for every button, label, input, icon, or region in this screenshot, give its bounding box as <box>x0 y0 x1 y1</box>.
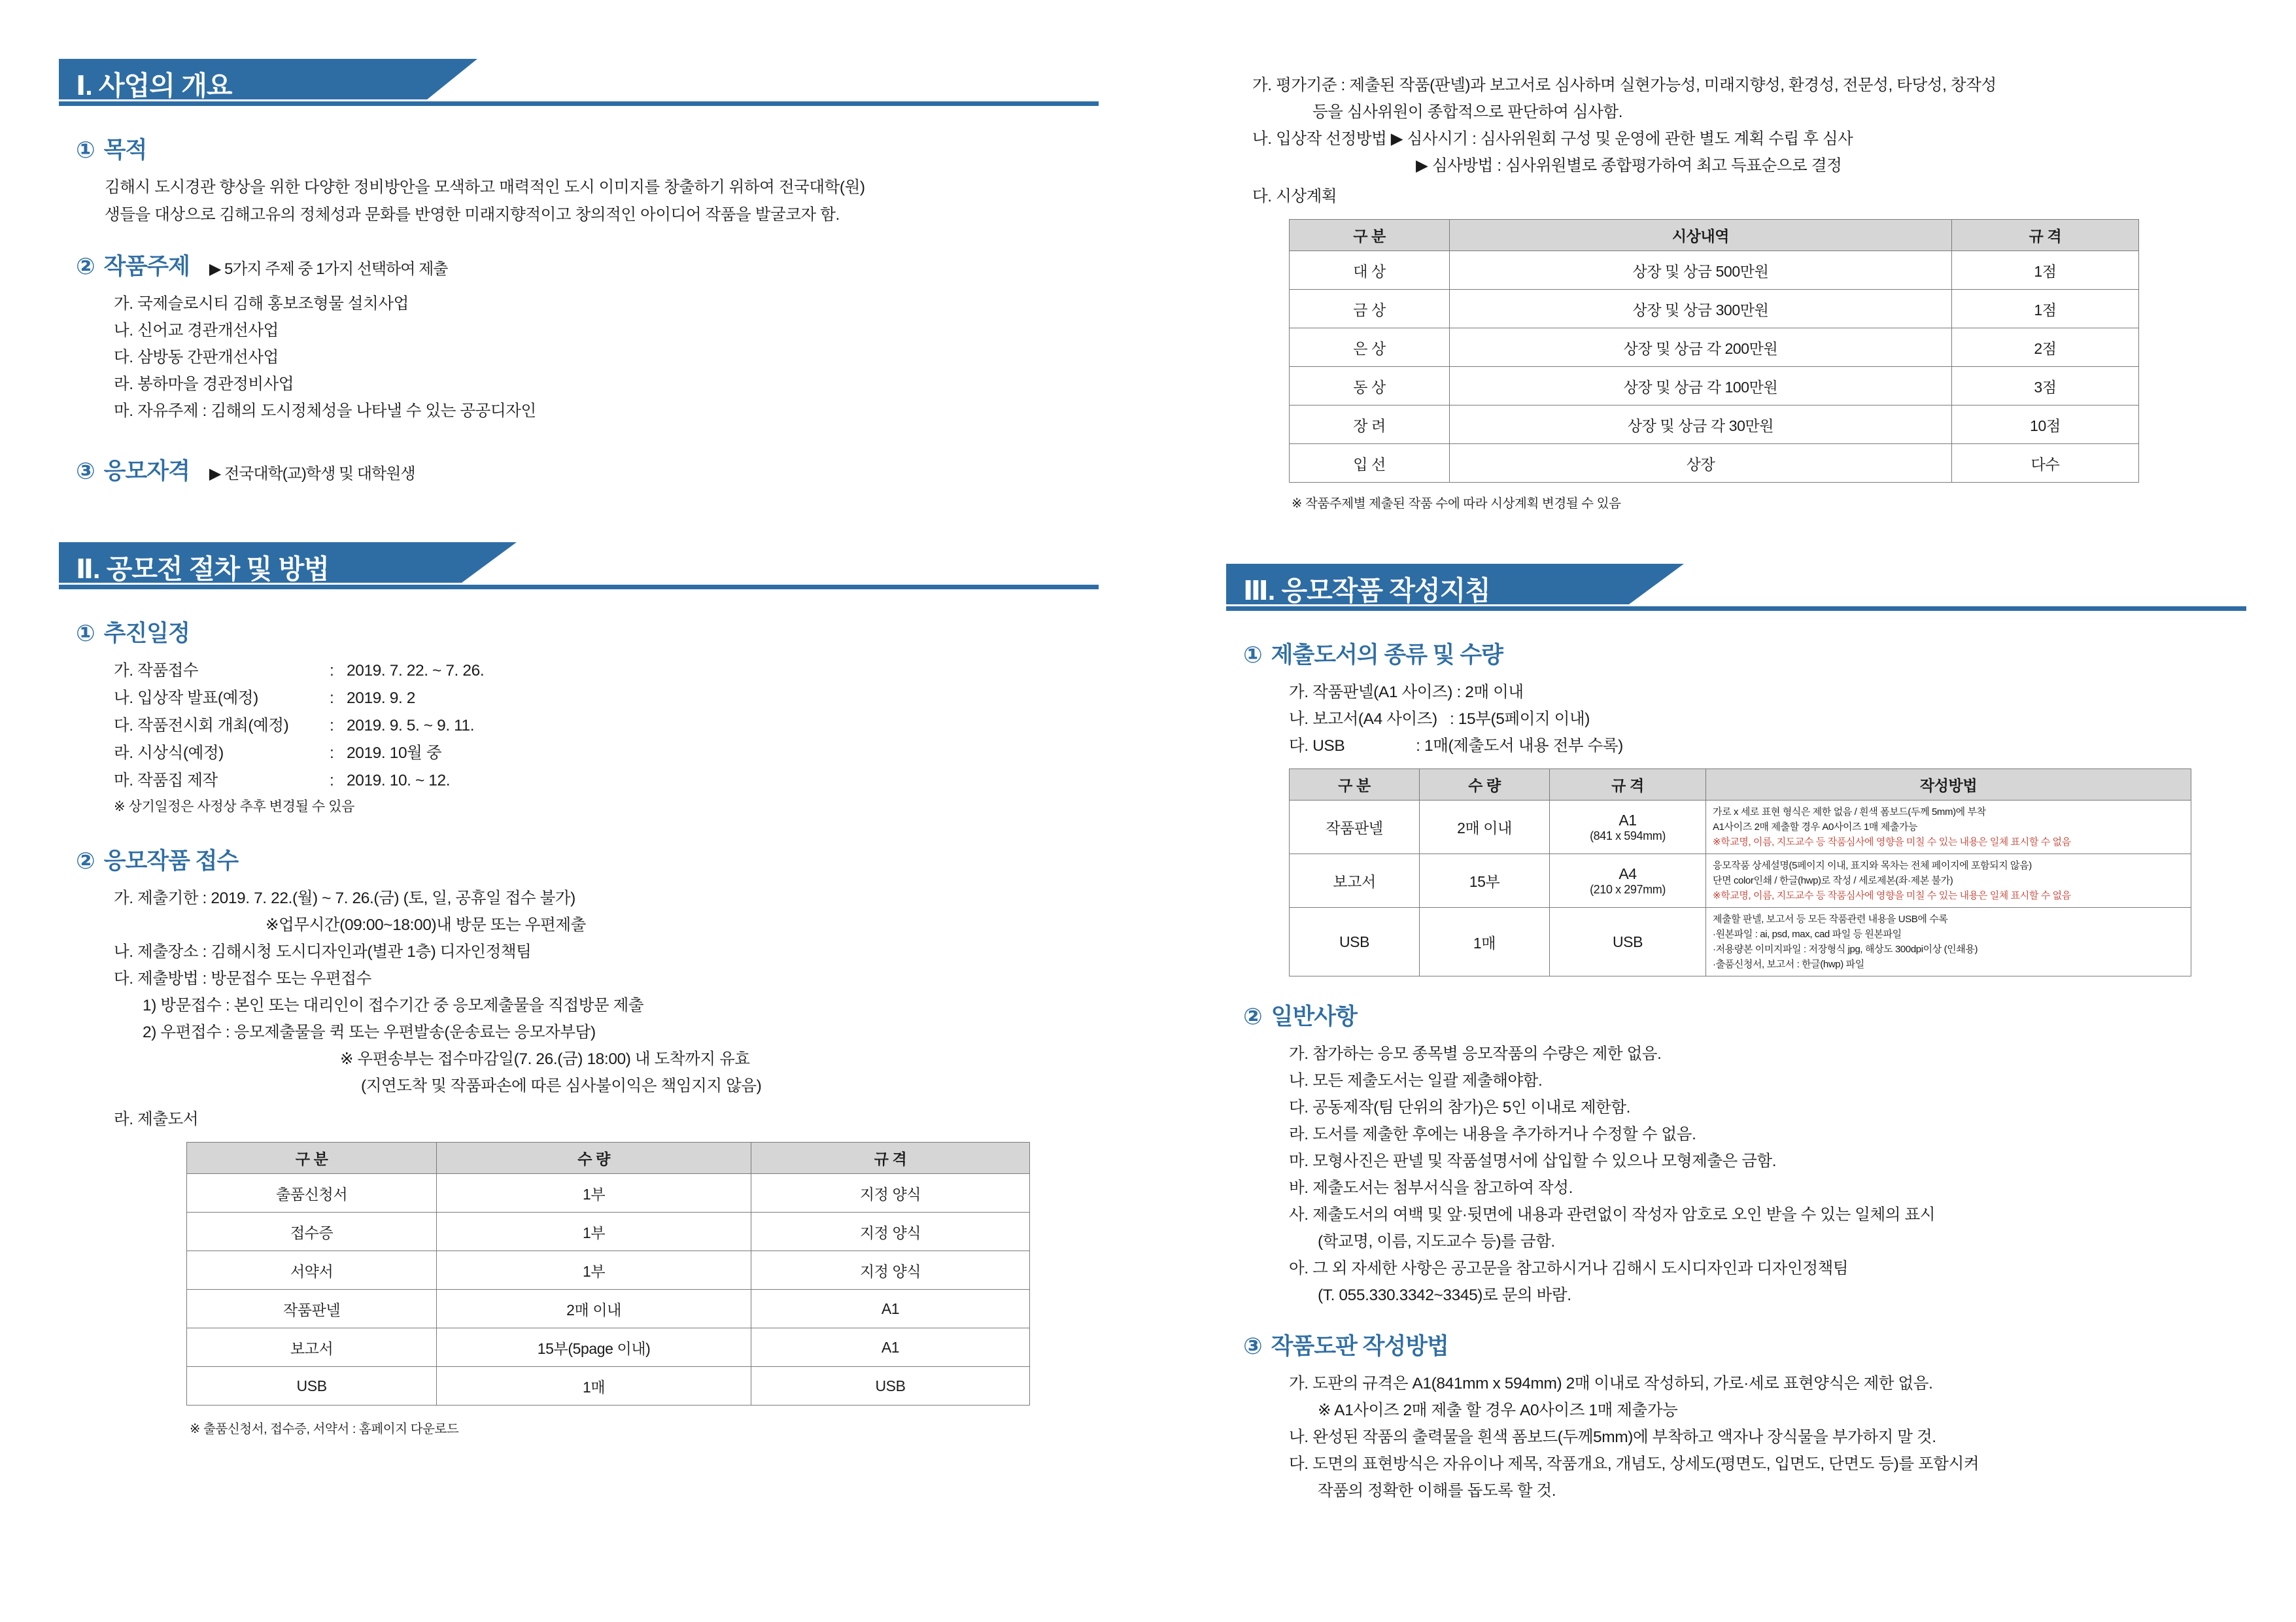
table-row <box>1290 801 2191 854</box>
general-item-8: 아. 그 외 자세한 사항은 공고문을 참고하시거나 김해시 도시디자인과 디자인정책팀 <box>1289 1260 1849 1277</box>
award-cell-2-1: 상장 및 상금 각 200만원 <box>1450 328 1952 367</box>
heading-eligibility-sub: ▶ 전국대학(교)학생 및 대학원생 <box>209 465 415 483</box>
heading-schedule-label: 추진일정 <box>103 621 190 646</box>
doc-cell-5-1: 1매 <box>437 1367 751 1406</box>
right-column <box>1226 72 2246 1504</box>
schedule-colon-0: : <box>330 662 334 680</box>
heading-board-number: ③ <box>1243 1334 1262 1359</box>
doc-table-header-0: 구 분 <box>187 1143 437 1174</box>
submission-line-4: 1) 방문접수 : 본인 또는 대리인이 접수기간 중 응모제출물을 직접방문 제출 <box>143 997 644 1014</box>
schedule-colon-2: : <box>330 717 334 734</box>
schedule-row <box>114 740 1099 767</box>
heading-schedule-number: ① <box>76 621 95 646</box>
doc-cell-4-2: A1 <box>751 1328 1029 1367</box>
section-2-rule <box>59 585 1099 589</box>
table-row <box>1290 367 2139 406</box>
doc-cell-0-0: 출품신청서 <box>187 1174 437 1213</box>
heading-eligibility-number: ③ <box>76 458 95 484</box>
award-cell-5-1: 상장 <box>1450 444 1952 483</box>
award-plan-table <box>1289 219 2139 483</box>
award-header-0: 구 분 <box>1290 220 1450 251</box>
spec-qty-1: 15부 <box>1420 854 1550 908</box>
theme-item-2: 다. 삼방동 간판개선사업 <box>114 349 279 366</box>
award-cell-1-2: 1점 <box>1951 290 2138 328</box>
doc-kind-2: 다. USB : 1매(제출도서 내용 전부 수록) <box>1289 737 1623 755</box>
submission-documents-table <box>186 1142 1030 1406</box>
heading-doc-kinds <box>1243 637 2246 670</box>
doc-cell-4-0: 보고서 <box>187 1328 437 1367</box>
award-cell-0-1: 상장 및 상금 500만원 <box>1450 251 1952 290</box>
purpose-line-1: 김해시 도시경관 향상을 위한 다양한 정비방안을 모색하고 매력적인 도시 이미지를 창출하기 위하여 전국대학(원) <box>105 179 865 196</box>
doc-cell-4-1: 15부(5page 이내) <box>437 1328 751 1367</box>
doc-cell-3-1: 2매 이내 <box>437 1290 751 1328</box>
heading-eligibility-label: 응모자격 <box>103 458 190 484</box>
spec-size-0 <box>1550 801 1706 854</box>
table-row <box>187 1213 1030 1251</box>
spec-method-0 <box>1706 801 2191 854</box>
spec-gubun-2: USB <box>1290 908 1420 976</box>
spec-method-0-line-1: A1사이즈 2매 제출할 경우 A0사이즈 1매 제출가능 <box>1713 821 1918 833</box>
doc-table-header-2: 규 격 <box>751 1143 1029 1174</box>
table-row <box>187 1251 1030 1290</box>
criteria-a-line-2: 등을 심사위원이 종합적으로 판단하여 심사함. <box>1312 103 1623 121</box>
general-item-7: (학교명, 이름, 지도교수 등)를 금함. <box>1318 1233 1555 1251</box>
general-item-2: 다. 공동제작(팀 단위의 참가)은 5인 이내로 제한함. <box>1289 1099 1631 1116</box>
submission-line-3: 다. 제출방법 : 방문접수 또는 우편접수 <box>114 970 371 988</box>
award-cell-2-2: 2점 <box>1951 328 2138 367</box>
heading-doc-kinds-label: 제출도서의 종류 및 수량 <box>1271 642 1503 668</box>
general-item-4: 마. 모형사진은 판넬 및 작품설명서에 삽입할 수 있으나 모형제출은 금함. <box>1289 1152 1777 1170</box>
award-cell-5-0: 입 선 <box>1290 444 1450 483</box>
schedule-value-2: 2019. 9. 5. ~ 9. 11. <box>347 717 475 734</box>
spec-method-1-line-0: 응모작품 상세설명(5페이지 이내, 표지와 목차는 전체 페이지에 포함되지 않음) <box>1713 860 2032 871</box>
general-item-1: 나. 모든 제출도서는 일괄 제출해야함. <box>1289 1072 1543 1090</box>
table-row <box>187 1290 1030 1328</box>
heading-submission-label: 응모작품 접수 <box>103 848 239 874</box>
doc-cell-1-0: 접수증 <box>187 1213 437 1251</box>
spec-gubun-1: 보고서 <box>1290 854 1420 908</box>
table-row <box>1290 251 2139 290</box>
doc-cell-2-1: 1부 <box>437 1251 751 1290</box>
schedule-colon-4: : <box>330 772 334 789</box>
board-item-3: 다. 도면의 표현방식은 자유이나 제목, 작품개요, 개념도, 상세도(평면도, 입면도, 단면도 등)를 포함시켜 <box>1289 1455 1979 1473</box>
spec-qty-0: 2매 이내 <box>1420 801 1550 854</box>
heading-theme-sub: ▶ 5가지 주제 중 1가지 선택하여 제출 <box>209 260 448 278</box>
section-1-rule <box>59 101 1099 106</box>
submission-line-2: 나. 제출장소 : 김해시청 도시디자인과(별관 1층) 디자인정책팀 <box>114 943 532 961</box>
award-cell-5-2: 다수 <box>1951 444 2138 483</box>
doc-cell-3-2: A1 <box>751 1290 1029 1328</box>
board-item-0: 가. 도판의 규격은 A1(841mm x 594mm) 2매 이내로 작성하되, 가로·세로 표현양식은 제한 없음. <box>1289 1375 1933 1392</box>
heading-board <box>1243 1328 2246 1361</box>
schedule-colon-3: : <box>330 744 334 762</box>
schedule-value-3: 2019. 10월 중 <box>347 744 442 762</box>
heading-eligibility <box>76 453 1099 486</box>
schedule-list <box>114 657 1099 795</box>
spec-qty-2: 1매 <box>1420 908 1550 976</box>
purpose-line-2: 생들을 대상으로 김해고유의 정체성과 문화를 반영한 미래지향적이고 창의적인 아이디어 작품을 발굴코자 함. <box>105 206 840 224</box>
doc-cell-5-2: USB <box>751 1367 1029 1406</box>
criteria-a-line-1: 가. 평가기준 : 제출된 작품(판넬)과 보고서로 심사하며 실현가능성, 미래지향성, 환경성, 전문성, 타당성, 창작성 <box>1252 77 1996 94</box>
board-item-2: 나. 완성된 작품의 출력물을 흰색 폼보드(두께5mm)에 부착하고 액자나 장식물을 부가하지 말 것. <box>1289 1428 1936 1446</box>
heading-submission-number: ② <box>76 848 95 874</box>
doc-cell-1-2: 지정 양식 <box>751 1213 1029 1251</box>
theme-item-0: 가. 국제슬로시티 김해 홍보조형물 설치사업 <box>114 295 409 313</box>
schedule-label-1: 나. 입상작 발표(예정) <box>114 689 258 707</box>
spec-method-2 <box>1706 908 2191 976</box>
table-row <box>187 1174 1030 1213</box>
general-item-3: 라. 도서를 제출한 후에는 내용을 추가하거나 수정할 수 없음. <box>1289 1126 1696 1143</box>
award-cell-4-0: 장 려 <box>1290 406 1450 444</box>
schedule-label-4: 마. 작품집 제작 <box>114 772 218 789</box>
doc-cell-1-1: 1부 <box>437 1213 751 1251</box>
criteria-c-line: 다. 시상계획 <box>1252 188 1337 205</box>
spec-size-main-2: USB <box>1612 933 1643 950</box>
submission-line-5: 2) 우편접수 : 응모제출물을 퀵 또는 우편발송(운송료는 응모자부담) <box>143 1024 596 1041</box>
table-row <box>1290 854 2191 908</box>
doc-cell-0-2: 지정 양식 <box>751 1174 1029 1213</box>
award-cell-2-0: 은 상 <box>1290 328 1450 367</box>
submission-line-0: 가. 제출기한 : 2019. 7. 22.(월) ~ 7. 26.(금) (토, 일, 공휴일 접수 불가) <box>114 889 575 907</box>
award-header-1: 시상내역 <box>1450 220 1952 251</box>
heading-board-label: 작품도판 작성방법 <box>1271 1334 1448 1359</box>
general-item-5: 바. 제출도서는 첨부서식을 참고하여 작성. <box>1289 1179 1573 1197</box>
doc-kind-1: 나. 보고서(A4 사이즈) : 15부(5페이지 이내) <box>1289 710 1590 728</box>
heading-general-label: 일반사항 <box>1271 1004 1357 1029</box>
general-item-9: (T. 055.330.3342~3345)로 문의 바람. <box>1318 1286 1571 1304</box>
spec-method-1-line-2: ※학교명, 이름, 지도교수 등 작품심사에 영향을 미칠 수 있는 내용은 일체 표시할 수 없음 <box>1713 890 2071 901</box>
award-cell-1-0: 금 상 <box>1290 290 1450 328</box>
table-row <box>1290 328 2139 367</box>
table-header-row <box>1290 769 2191 801</box>
heading-theme-number: ② <box>76 254 95 279</box>
doc-table-header-1: 수 량 <box>437 1143 751 1174</box>
section-3-banner <box>1226 564 2246 615</box>
criteria-b-line-2: ▶ 심사방법 : 심사위원별로 종합평가하여 최고 득표순으로 결정 <box>1416 157 1842 175</box>
theme-item-1: 나. 신어교 경관개선사업 <box>114 322 279 339</box>
schedule-label-3: 라. 시상식(예정) <box>114 744 224 762</box>
theme-item-4: 마. 자유주제 : 김해의 도시정체성을 나타낼 수 있는 공공디자인 <box>114 402 536 420</box>
table-row <box>187 1367 1030 1406</box>
spec-header-1: 수 량 <box>1420 769 1550 801</box>
spec-header-3: 작성방법 <box>1706 769 2191 801</box>
schedule-value-4: 2019. 10. ~ 12. <box>347 772 451 789</box>
award-header-2: 규 격 <box>1951 220 2138 251</box>
doc-cell-3-0: 작품판넬 <box>187 1290 437 1328</box>
section-2-banner <box>59 542 1099 593</box>
documents-note: ※ 출품신청서, 접수증, 서약서 : 홈페이지 다운로드 <box>190 1422 459 1436</box>
award-cell-0-2: 1점 <box>1951 251 2138 290</box>
schedule-row <box>114 657 1099 685</box>
heading-submission <box>76 843 1099 876</box>
spec-size-sub-0: (841 x 594mm) <box>1590 829 1666 842</box>
heading-theme <box>76 249 1099 281</box>
table-row <box>1290 444 2139 483</box>
schedule-row <box>114 767 1099 795</box>
section-3-title: Ⅲ. 응모작품 작성지침 <box>1243 576 1490 606</box>
spec-method-0-line-2: ※학교명, 이름, 지도교수 등 작품심사에 영향을 미칠 수 있는 내용은 일체 표시할 수 없음 <box>1713 837 2071 848</box>
general-item-6: 사. 제출도서의 여백 및 앞·뒷면에 내용과 관련없이 작성자 암호로 오인 받을 수 있는 일체의 표시 <box>1289 1206 1936 1224</box>
doc-cell-0-1: 1부 <box>437 1174 751 1213</box>
section-2-title: Ⅱ. 공모전 절차 및 방법 <box>76 554 329 584</box>
heading-general <box>1243 999 2246 1031</box>
spec-header-0: 구 분 <box>1290 769 1420 801</box>
award-cell-3-2: 3점 <box>1951 367 2138 406</box>
theme-item-3: 라. 봉하마을 경관정비사업 <box>114 375 294 393</box>
spec-method-2-line-3: ·출품신청서, 보고서 : 한글(hwp) 파일 <box>1713 959 1864 970</box>
spec-method-2-line-2: ·저용량본 이미지파일 : 저장형식 jpg, 해상도 300dpi이상 (인쇄용) <box>1713 944 1978 955</box>
spec-method-0-line-0: 가로 x 세로 표현 형식은 제한 없음 / 흰색 폼보드(두께 5mm)에 부착 <box>1713 806 1986 818</box>
doc-cell-5-0: USB <box>187 1367 437 1406</box>
submission-spec-table <box>1289 768 2191 976</box>
heading-purpose <box>76 132 1099 165</box>
section-3-rule <box>1226 606 2246 611</box>
spec-header-2: 규 격 <box>1550 769 1706 801</box>
table-header-row <box>187 1143 1030 1174</box>
schedule-label-0: 가. 작품접수 <box>114 662 199 680</box>
submission-line-1: ※업무시간(09:00~18:00)내 방문 또는 우편제출 <box>266 916 586 934</box>
spec-method-2-line-1: ·원본파일 : ai, psd, max, cad 파일 등 원본파일 <box>1713 929 1902 940</box>
schedule-row <box>114 712 1099 740</box>
table-row <box>1290 406 2139 444</box>
spec-size-2 <box>1550 908 1706 976</box>
criteria-b-line-1: 나. 입상작 선정방법 ▶ 심사시기 : 심사위원회 구성 및 운영에 관한 별도 계획 수립 후 심사 <box>1252 130 1853 148</box>
table-row <box>187 1328 1030 1367</box>
spec-size-main-0: A1 <box>1619 811 1637 829</box>
spec-method-2-line-0: 제출할 판넬, 보고서 등 모든 작품관련 내용을 USB에 수록 <box>1713 914 1948 925</box>
award-note: ※ 작품주제별 제출된 작품 수에 따라 시상계획 변경될 수 있음 <box>1292 496 1621 511</box>
spec-size-1 <box>1550 854 1706 908</box>
spec-gubun-0: 작품판넬 <box>1290 801 1420 854</box>
heading-purpose-number: ① <box>76 137 95 163</box>
schedule-row <box>114 685 1099 712</box>
spec-method-1-line-1: 단면 color인쇄 / 한글(hwp)로 작성 / 세로제본(좌·제본 불가) <box>1713 875 1953 886</box>
award-cell-3-1: 상장 및 상금 각 100만원 <box>1450 367 1952 406</box>
award-cell-0-0: 대 상 <box>1290 251 1450 290</box>
schedule-note: ※ 상기일정은 사정상 추후 변경될 수 있음 <box>114 799 354 814</box>
doc-kind-0: 가. 작품판넬(A1 사이즈) : 2매 이내 <box>1289 683 1524 701</box>
award-cell-3-0: 동 상 <box>1290 367 1450 406</box>
award-cell-4-2: 10점 <box>1951 406 2138 444</box>
schedule-colon-1: : <box>330 689 334 707</box>
submission-line-6: ※ 우편송부는 접수마감일(7. 26.(금) 18:00) 내 도착까지 유효 <box>340 1050 750 1068</box>
section-1-banner <box>59 59 1099 110</box>
table-header-row <box>1290 220 2139 251</box>
schedule-value-0: 2019. 7. 22. ~ 7. 26. <box>347 662 485 680</box>
doc-cell-2-0: 서약서 <box>187 1251 437 1290</box>
spec-method-1 <box>1706 854 2191 908</box>
board-item-1: ※ A1사이즈 2매 제출 할 경우 A0사이즈 1매 제출가능 <box>1318 1402 1678 1419</box>
heading-general-number: ② <box>1243 1004 1262 1029</box>
heading-purpose-label: 목적 <box>103 137 147 163</box>
schedule-label-2: 다. 작품전시회 개최(예정) <box>114 717 289 734</box>
left-column <box>59 59 1099 1437</box>
award-cell-1-1: 상장 및 상금 300만원 <box>1450 290 1952 328</box>
spec-size-main-1: A4 <box>1619 865 1637 882</box>
submission-line-8: 라. 제출도서 <box>114 1111 199 1128</box>
doc-cell-2-2: 지정 양식 <box>751 1251 1029 1290</box>
spec-size-sub-1: (210 x 297mm) <box>1590 882 1666 896</box>
section-1-title: Ⅰ. 사업의 개요 <box>76 71 232 101</box>
heading-schedule <box>76 615 1099 648</box>
submission-line-7: (지연도착 및 작품파손에 따른 심사불이익은 책임지지 않음) <box>361 1077 762 1095</box>
general-item-0: 가. 참가하는 응모 종목별 응모작품의 수량은 제한 없음. <box>1289 1045 1662 1063</box>
schedule-value-1: 2019. 9. 2 <box>347 689 415 707</box>
table-row <box>1290 908 2191 976</box>
heading-theme-label: 작품주제 <box>103 254 190 279</box>
board-item-4: 작품의 정확한 이해를 돕도록 할 것. <box>1318 1482 1556 1500</box>
heading-doc-kinds-number: ① <box>1243 642 1262 668</box>
award-cell-4-1: 상장 및 상금 각 30만원 <box>1450 406 1952 444</box>
table-row <box>1290 290 2139 328</box>
